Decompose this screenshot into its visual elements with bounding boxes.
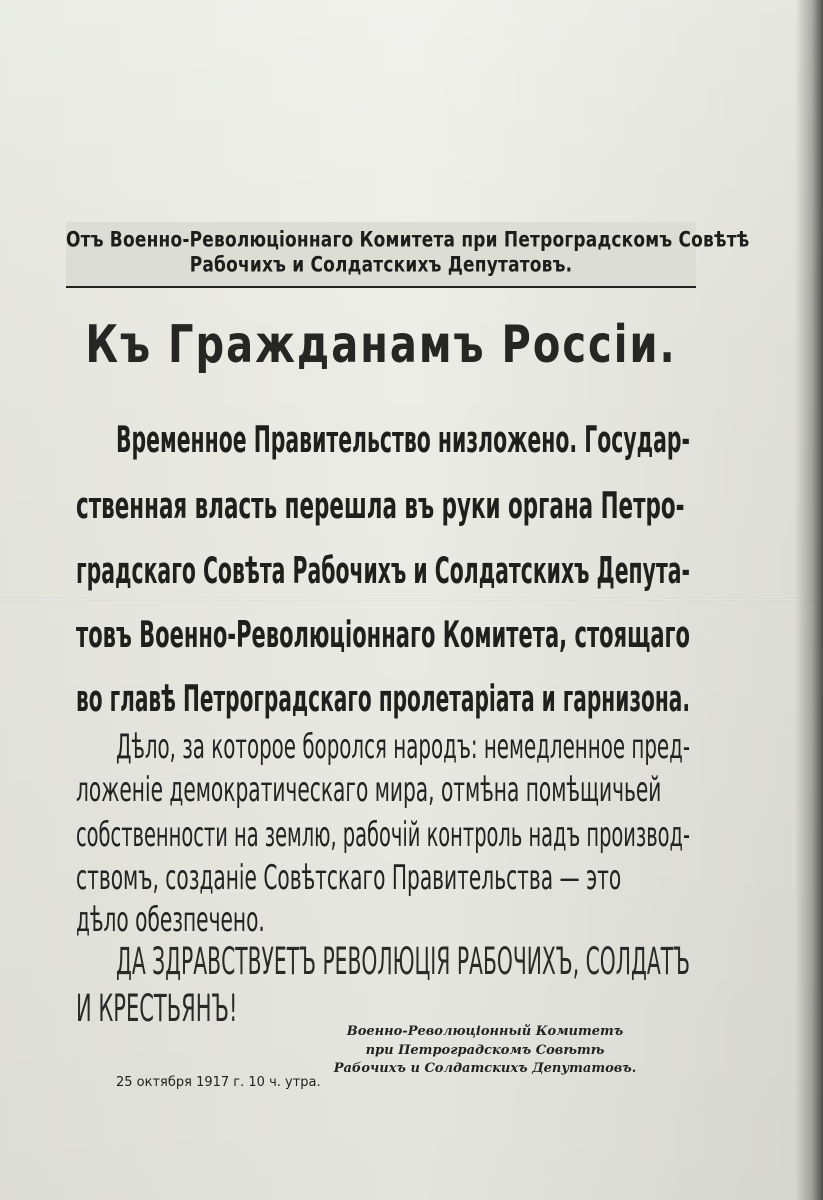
para1-line-5: во главѣ Петроградскаго пролетаріата и гарнизона. bbox=[76, 677, 690, 720]
para2-line-4: ствомъ, созданіе Совѣтскаго Правительства — это bbox=[76, 858, 622, 898]
poster-title: Къ Гражданамъ Россіи. bbox=[85, 315, 677, 375]
issuer-line-1: Отъ Военно-Революціоннаго Комитета при Петроградскомъ Совѣтѣ bbox=[66, 227, 750, 253]
para2-line-3: собственности на землю, рабочій контроль надъ производ- bbox=[76, 815, 690, 855]
signature-line-1: Военно-Революціонный Комитетъ bbox=[346, 1024, 624, 1039]
paper-fold bbox=[0, 598, 823, 601]
issue-date: 25 октября 1917 г. 10 ч. утра. bbox=[116, 1075, 321, 1090]
para1-line-3: градскаго Совѣта Рабочихъ и Солдатскихъ Депута- bbox=[76, 549, 690, 592]
para2-line-1: Дѣло, за которое боролся народъ: немедленное пред- bbox=[116, 727, 690, 767]
signature-line-2: при Петроградскомъ Совѣтѣ bbox=[365, 1043, 605, 1058]
issuer-header bbox=[66, 222, 750, 288]
slogan-line-1: ДА ЗДРАВСТВУЕТЪ РЕВОЛЮЦІЯ РАБОЧИХЪ, СОЛДАТЪ bbox=[116, 940, 691, 984]
para1-line-1: Временное Правительство низложено. Государ- bbox=[116, 418, 690, 461]
signature-line-3: Рабочихъ и Солдатскихъ Депутатовъ. bbox=[333, 1061, 637, 1076]
para2-line-5: дѣло обезпечено. bbox=[76, 900, 265, 940]
para1-line-4: товъ Военно-Революціоннаго Комитета, стоящаго bbox=[76, 613, 690, 656]
para2-line-2: ложеніе демократическаго мира, отмѣна помѣщичьей bbox=[76, 770, 662, 810]
slogan-line-2: И КРЕСТЬЯНЪ! bbox=[76, 987, 238, 1031]
paper-edge-shadow bbox=[795, 0, 823, 1200]
para1-line-2: ственная власть перешла въ руки органа Петро- bbox=[76, 484, 685, 527]
issuer-line-2: Рабочихъ и Солдатскихъ Депутатовъ. bbox=[189, 252, 573, 278]
